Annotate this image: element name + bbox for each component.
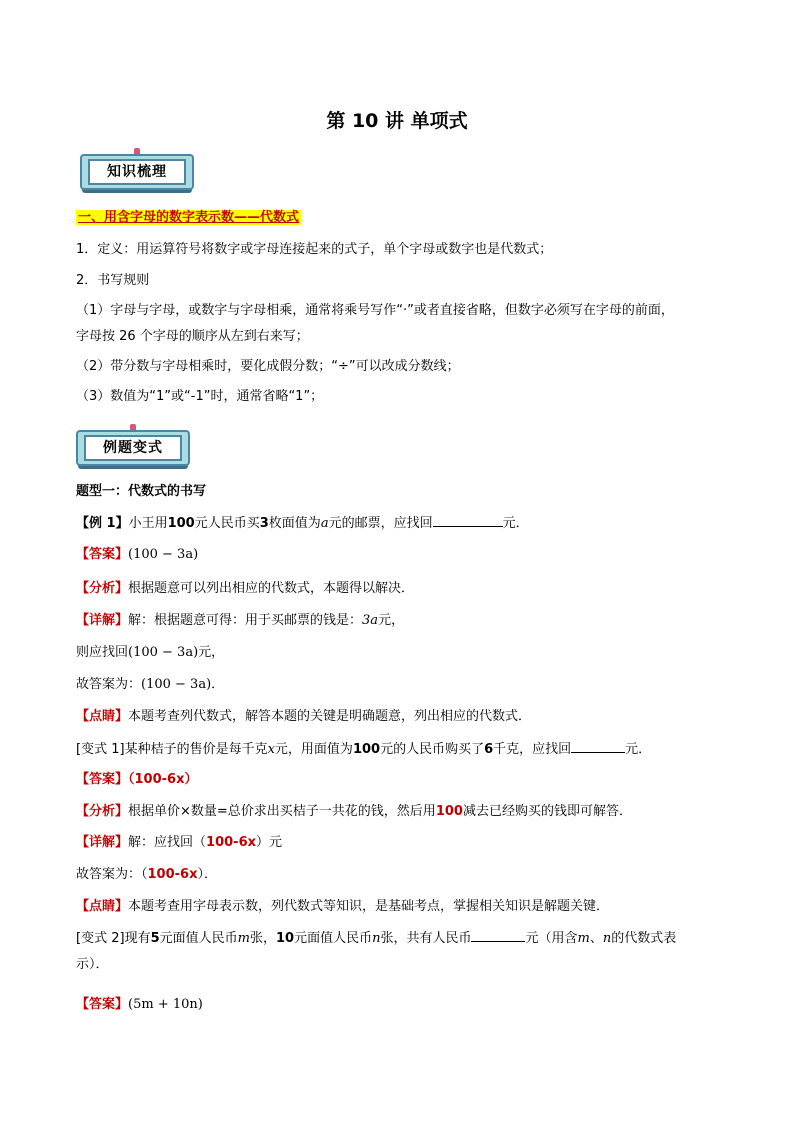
- example-1-detail: 【详解】解：根据题意可得：用于买邮票的钱是：3a元，: [76, 613, 405, 628]
- answer-blank: [571, 740, 625, 753]
- answer-blank: [471, 929, 525, 942]
- variant-1-detail-line-2: 故答案为：（100-6x）．: [76, 867, 217, 882]
- knowledge-banner: [80, 148, 194, 194]
- rule-1-line-1: （1）字母与字母，或数字与字母相乘，通常将乘号写作“·”或者直接省略，但数字必须写在字母的前面，: [76, 303, 674, 318]
- variant-2-question-line-2: 示）．: [76, 957, 109, 972]
- variant-1-detail: 【详解】解：应找回（100-6x）元: [76, 835, 283, 850]
- variant-1-analysis: 【分析】根据单价×数量=总价求出买桔子一共花的钱，然后用100减去已经购买的钱即可解答．: [76, 804, 632, 819]
- definition-text: 1．定义：用运算符号将数字或字母连接起来的式子，单个字母或数字也是代数式；: [76, 242, 553, 257]
- variant-1-point: 【点睛】本题考查用字母表示数，列代数式等知识，是基础考点，掌握相关知识是解题关键．: [76, 899, 610, 914]
- rule-2: （2）带分数与字母相乘时，要化成假分数；“÷”可以改成分数线；: [76, 359, 460, 374]
- variant-1-answer: 【答案】（100-6x）: [76, 772, 198, 787]
- variant-2-question: [变式 2]现有5元面值人民币m张，10元面值人民币n张，共有人民币 元（用含m、n的代数式表: [76, 931, 677, 946]
- rule-1-line-2: 字母按 26 个字母的顺序从左到右来写；: [76, 329, 309, 344]
- rule-3: （3）数值为“1”或“-1”时，通常省略“1”；: [76, 389, 324, 404]
- example-1-answer: 【答案】(100 − 3a): [76, 547, 199, 562]
- answer-blank: [433, 514, 503, 527]
- example-1-detail-line-2: 则应找回(100 − 3a)元，: [76, 645, 225, 660]
- example-1-point: 【点睛】本题考查列代数式，解答本题的关键是明确题意，列出相应的代数式．: [76, 709, 532, 724]
- variant-1-question: [变式 1]某种桔子的售价是每千克x元，用面值为100元的人民币购买了6千克，应找回 元．: [76, 742, 652, 757]
- page-title: 第 10 讲 单项式: [326, 110, 468, 132]
- example-1-analysis: 【分析】根据题意可以列出相应的代数式，本题得以解决．: [76, 581, 415, 596]
- question-type-heading: 题型一：代数式的书写: [76, 484, 207, 499]
- examples-banner: [76, 424, 190, 470]
- example-1-question: 【例 1】小王用100元人民币买3枚面值为a元的邮票，应找回 元．: [76, 516, 529, 531]
- knowledge-banner-label: 知识梳理: [107, 164, 167, 180]
- rules-title: 2．书写规则: [76, 273, 150, 288]
- section-heading: 一、用含字母的数字表示数——代数式: [78, 210, 300, 225]
- variant-2-answer: 【答案】(5m + 10n): [76, 997, 203, 1012]
- example-1-detail-line-3: 故答案为：(100 − 3a)．: [76, 677, 225, 692]
- examples-banner-label: 例题变式: [103, 440, 163, 456]
